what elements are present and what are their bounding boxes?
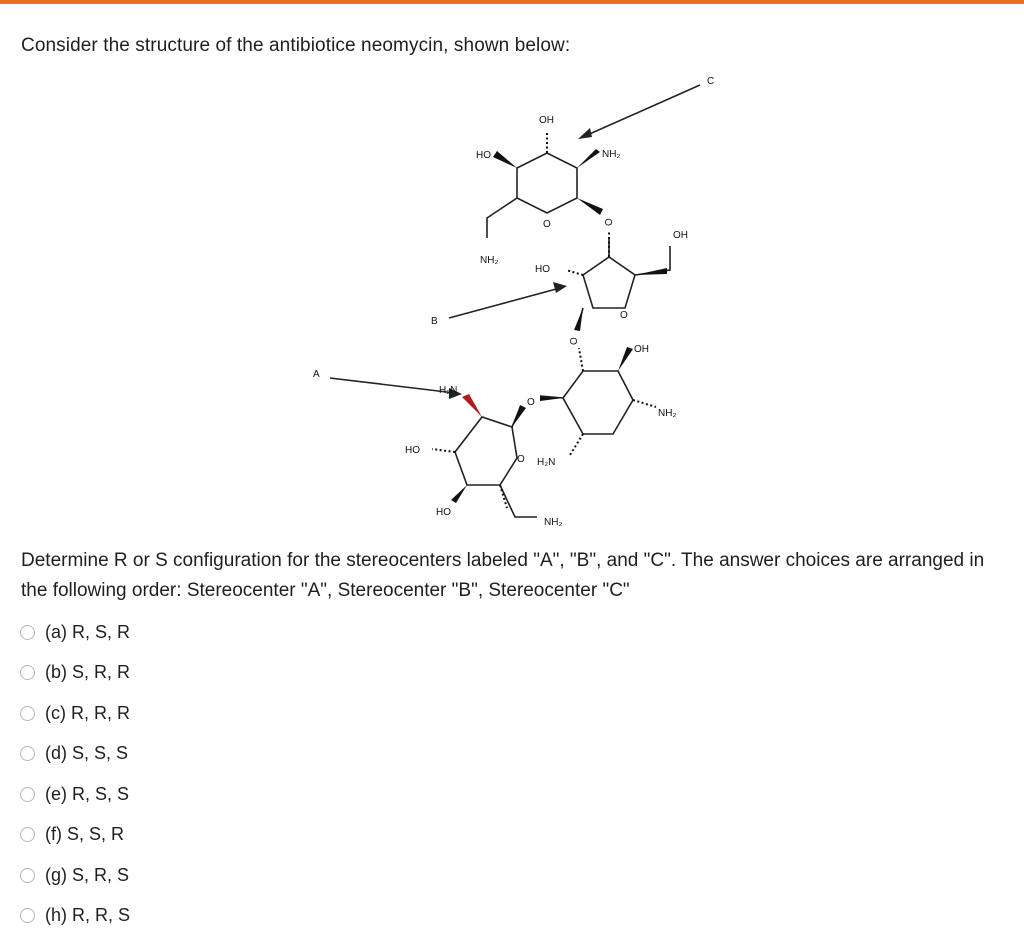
radio-icon[interactable] [20,787,35,802]
option-label: (a) R, S, R [45,621,131,642]
radio-icon[interactable] [20,908,35,923]
option-label: (b) S, R, R [45,662,131,683]
atom-label: OH [539,115,554,126]
atom-label: O [569,337,580,345]
radio-icon[interactable] [20,706,35,721]
atom-label: OH [634,344,649,355]
atom-label: O [527,397,535,408]
option-h[interactable] [20,896,130,937]
option-b[interactable] [20,653,130,694]
radio-icon[interactable] [20,625,35,640]
atom-label: H₂N [537,457,556,468]
option-label: (c) R, R, R [45,702,130,723]
option-e[interactable] [20,774,130,815]
question-title: Consider the structure of the antibiotice neomycin, shown below: [21,35,571,56]
atom-label: O [604,218,615,226]
atom-label: NH₂ [658,408,677,419]
atom-label: O [517,454,525,465]
radio-icon[interactable] [20,868,35,883]
option-label: (g) S, R, S [45,864,130,885]
option-a[interactable] [20,612,130,653]
question-prompt: Determine R or S configuration for the stereocenters labeled "A", "B", and "C". The answer choices are arranged in the following order: Stereocenter "A", Stereocenter "B", Stereocenter "C" [21,550,985,601]
radio-icon[interactable] [20,746,35,761]
radio-icon[interactable] [20,665,35,680]
option-label: (d) S, S, S [45,743,129,764]
answer-options [20,612,130,936]
atom-label: NH₂ [602,149,621,160]
neomycin-structure [0,60,1024,540]
option-d[interactable] [20,734,130,775]
atom-label: NH₂ [544,517,563,528]
atom-label: O [543,219,551,230]
option-label: (h) R, R, S [45,905,131,926]
option-f[interactable] [20,815,130,856]
atom-label: HO [476,150,491,161]
radio-icon[interactable] [20,827,35,842]
option-label: (f) S, S, R [45,824,125,845]
atom-label: O [620,310,628,321]
stereocenter-label-a: A [313,369,320,380]
accent-top-bar [0,0,1024,4]
option-g[interactable] [20,855,130,896]
stereocenter-label-b: B [431,316,438,327]
option-c[interactable] [20,693,130,734]
atom-label: H₂N [439,385,458,396]
atom-label: HO [405,445,420,456]
atom-label: HO [535,264,550,275]
stereocenter-label-c: C [707,76,715,87]
atom-label: HO [436,507,451,518]
atom-label: OH [673,230,688,241]
atom-label: NH₂ [480,255,499,266]
option-label: (e) R, S, S [45,783,130,804]
